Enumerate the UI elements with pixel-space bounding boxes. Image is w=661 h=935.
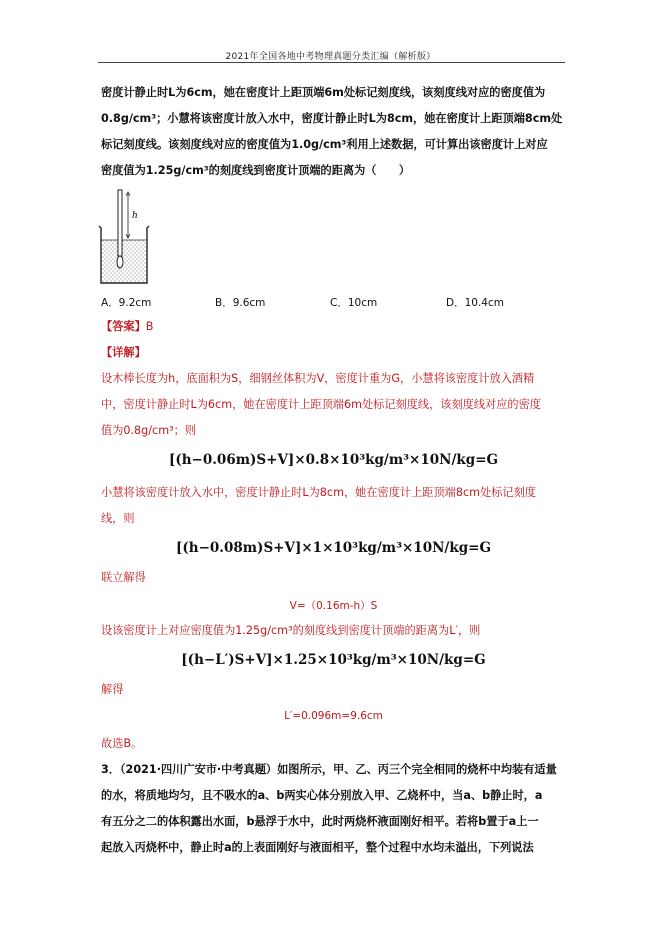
answer-label: 【答案】 [101,320,146,333]
explain-line: 联立解得 [101,571,146,584]
explain-part-2 [101,480,566,532]
question-3 [101,757,566,861]
question-line: 有五分之二的体积露出水面，b悬浮于水中，此时两烧杯液面刚好相平。若将b置于a上一 [101,815,539,828]
question-line: 3．（2021·四川广安市·中考真题）如图所示，甲、乙、丙三个完全相同的烧杯中均装有适量 [101,763,557,776]
option-d: D．10.4cm [446,297,504,309]
explain-part-4 [101,618,566,644]
explain-line: 小慧将该密度计放入水中，密度计静止时L为8cm，她在密度计上距顶端8cm处标记刻度 [101,486,536,499]
explain-label: 【详解】 [101,346,146,359]
figure-label-h: h [132,211,138,221]
question-line: 起放入丙烧杯中，静止时a的上表面刚好与液面相平，整个过程中水均未溢出，下列说法 [101,841,534,854]
question-line: 0.8g/cm³；小慧将该密度计放入水中，密度计静止时L为8cm，她在密度计上距顶端8cm处 [101,112,563,125]
equation-4: [(h−L′)S+V]×1.25×10³kg/m³×10N/kg=G [181,652,486,668]
explain-line: 解得 [101,683,124,696]
explain-line: 值为0.8g/cm³；则 [101,424,196,437]
option-b: B．9.6cm [215,297,266,309]
equation-5: L′=0.096m=9.6cm [284,710,383,722]
densimeter-figure [98,188,152,290]
equation-1: [(h−0.06m)S+V]×0.8×10³kg/m³×10N/kg=G [168,452,499,468]
explain-line: 中，密度计静止时L为6cm，她在密度计上距顶端6m处标记刻度线，该刻度线对应的密度 [101,398,541,411]
explain-line: 设木棒长度为h，底面积为S，细钢丝体积为V，密度计重为G，小慧将该密度计放入酒精 [101,372,535,385]
option-a: A．9.2cm [101,297,152,309]
explain-line: 线，则 [101,512,135,525]
equation-3: V=（0.16m-h）S [289,600,378,612]
explain-part-3 [101,565,566,591]
header-rule [98,62,565,63]
answer-section [101,314,566,444]
equation-2: [(h−0.08m)S+V]×1×10³kg/m³×10N/kg=G [175,540,491,556]
explain-line: 故选B。 [101,737,143,750]
answer-line [101,314,566,340]
beaker-diagram [98,188,152,290]
explain-part-6 [101,731,566,757]
question-line: 密度值为1.25g/cm³的刻度线到密度计顶端的距离为（ ） [101,164,411,177]
question-line: 密度计静止时L为6cm，她在密度计上距顶端6m处标记刻度线，该刻度线对应的密度值为 [101,86,546,99]
explain-line: 设该密度计上对应密度值为1.25g/cm³的刻度线到密度计顶端的距离为L′，则 [101,624,481,637]
answer-value: B [145,320,154,333]
page-header: 2021年全国各地中考物理真题分类汇编（解析版） [225,52,436,62]
explain-part-5 [101,677,566,703]
option-c: C．10cm [330,297,378,309]
question-line: 的水，将质地均匀，且不吸水的a、b两实心体分别放入甲、乙烧杯中，当a、b静止时，a [101,789,543,802]
question-line: 标记刻度线。该刻度线对应的密度值为1.0g/cm³利用上述数据，可计算出该密度计上对应 [101,138,548,151]
question-prev [101,80,566,184]
